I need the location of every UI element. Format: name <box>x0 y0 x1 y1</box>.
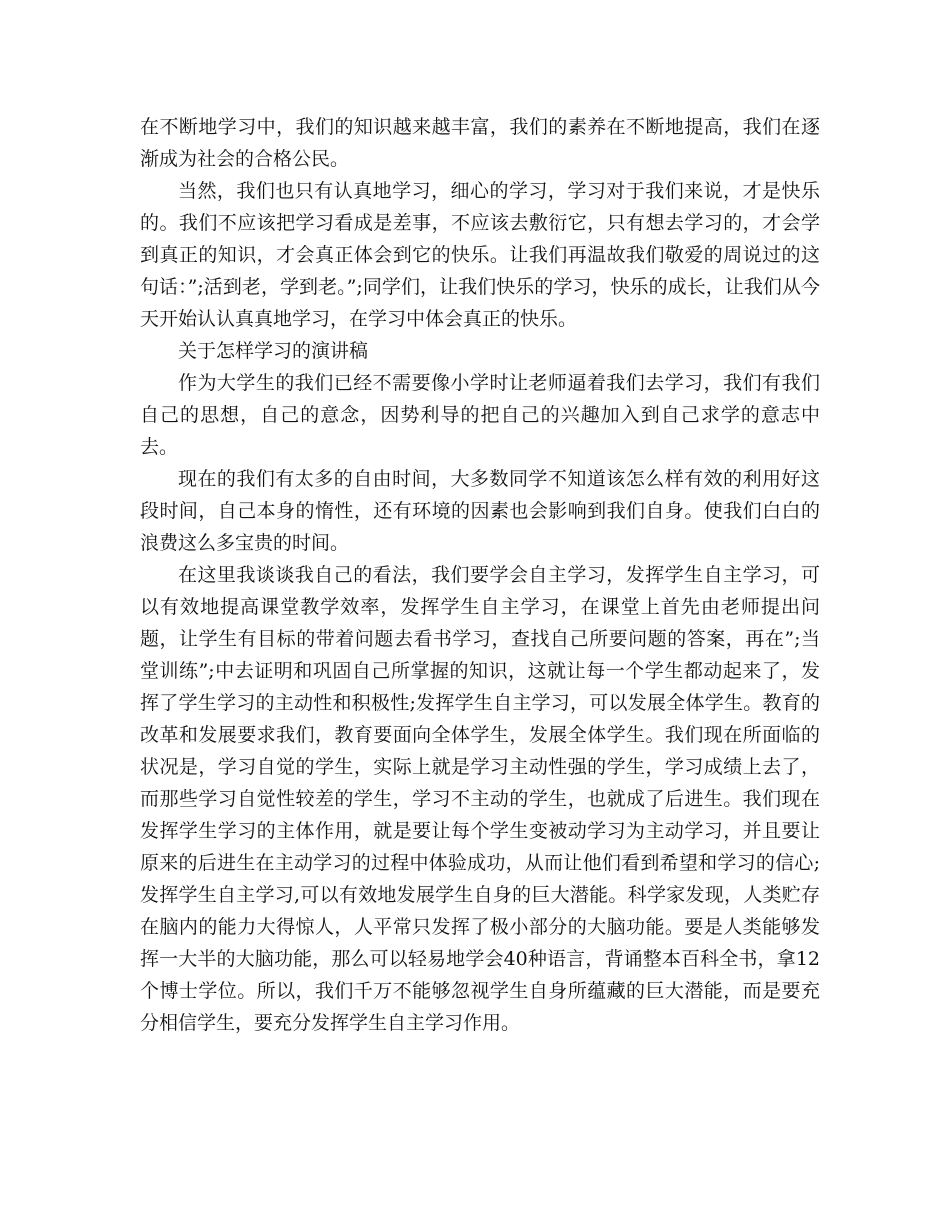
paragraph: 现在的我们有太多的自由时间，大多数同学不知道该怎么样有效的利用好这段时间，自己本身的惰性，还有环境的因素也会影响到我们自身。使我们白白的浪费这么多宝贵的时间。 <box>140 468 820 554</box>
paragraph: 当然，我们也只有认真地学习，细心的学习，学习对于我们来说，才是快乐的。我们不应该把学习看成是差事，不应该去敷衍它，只有想去学习的，才会学到真正的知识，才会真正体会到它的快乐。让我们再温故我们敬爱的周说过的这句话：”;活到老，学到老。”;同学们，让我们快乐的学习，快乐的成长，让我们从今天开始认认真真地学习，在学习中体会真正的快乐。 <box>140 180 820 330</box>
section-heading: 关于怎样学习的演讲稿 <box>178 340 369 362</box>
paragraph: 作为大学生的我们已经不需要像小学时让老师逼着我们去学习，我们有我们自己的思想，自己的意念，因势利导的把自己的兴趣加入到自己求学的意志中去。 <box>140 372 820 458</box>
paragraph: 在不断地学习中，我们的知识越来越丰富，我们的素养在不断地提高，我们在逐渐成为社会的合格公民。 <box>140 116 820 170</box>
document-body <box>140 111 820 1039</box>
paragraph: 在这里我谈谈我自己的看法，我们要学会自主学习，发挥学生自主学习，可以有效地提高课堂教学效率，发挥学生自主学习，在课堂上首先由老师提出问题，让学生有目标的带着问题去看书学习，查找自己所要问题的答案，再在”;当堂训练”;中去证明和巩固自己所掌握的知识，这就让每一个学生都动起来了，发挥了学生学习的主动性和积极性;发挥学生自主学习，可以发展全体学生。教育的改革和发展要求我们，教育要面向全体学生，发展全体学生。我们现在所面临的状况是，学习自觉的学生，实际上就是学习主动性强的学生，学习成绩上去了，而那些学习自觉性较差的学生，学习不主动的学生，也就成了后进生。我们现在发挥学生学习的主体作用，就是要让每个学生变被动学习为主动学习，并且要让原来的后进生在主动学习的过程中体验成功，从而让他们看到希望和学习的信心;发挥学生自主学习,可以有效地发展学生自身的巨大潜能。科学家发现，人类贮存在脑内的能力大得惊人，人平常只发挥了极小部分的大脑功能。要是人类能够发挥一大半的大脑功能，那么可以轻易地学会40种语言，背诵整本百科全书，拿12个博士学位。所以，我们千万不能够忽视学生自身所蕴藏的巨大潜能，而是要充分相信学生，要充分发挥学生自主学习作用。 <box>140 564 820 1034</box>
